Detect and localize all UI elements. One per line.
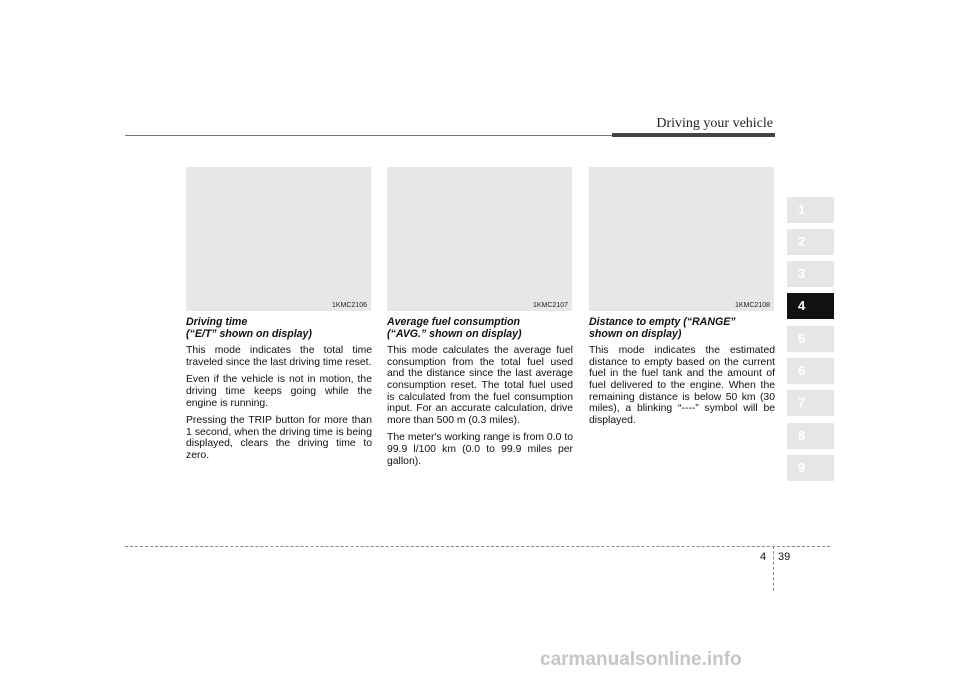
paragraph: This mode calculates the average fuel consumption from the total fuel used and the distance since the last average consumption reset. The total fuel used is calculated from the fuel consumption input. For an accurate calculation, drive more than 500 m (0.3 miles). [387,345,573,426]
chapter-tab-9[interactable]: 9 [787,455,834,481]
section-heading: Distance to empty (“RANGE” shown on display) [589,316,736,340]
paragraph: This mode indicates the total time traveled since the last driving time reset. [186,345,372,368]
section-driving-time [186,317,372,468]
page-number: 39 [778,551,791,563]
section-average-fuel [387,317,573,473]
chapter-tab-8[interactable]: 8 [787,423,834,449]
chapter-tab-7[interactable]: 7 [787,390,834,416]
header-title: Driving your vehicle [656,116,773,131]
chapter-tab-5[interactable]: 5 [787,326,834,352]
chapter-tab-6[interactable]: 6 [787,358,834,384]
section-heading: Average fuel consumption (“AVG.” shown on display) [387,316,522,340]
chapter-tab-1[interactable]: 1 [787,197,834,223]
paragraph: Pressing the TRIP button for more than 1 second, when the driving time is being displayed, clears the driving time to zero. [186,415,372,461]
image-panel-2 [387,167,572,311]
paragraph: Even if the vehicle is not in motion, the driving time keeps going while the engine is running. [186,374,372,409]
header-rule-accent [612,133,775,137]
watermark: carmanualsonline.info [540,649,742,670]
paragraph: The meter's working range is from 0.0 to 99.9 l/100 km (0.0 to 99.9 miles per gallon). [387,432,573,467]
image-code: 1KMC2107 [532,302,568,309]
paragraph: This mode indicates the estimated distance to empty based on the current fuel in the fuel tank and the amount of fuel delivered to the engine. When the remaining distance is below 50 km (30 miles), a blinking “----” symbol will be displayed. [589,345,775,426]
image-code: 1KMC2108 [734,302,770,309]
page-chapter: 4 [760,551,767,563]
chapter-tab-3[interactable]: 3 [787,261,834,287]
footer-page-divider [773,546,774,591]
chapter-tab-2[interactable]: 2 [787,229,834,255]
chapter-tab-4[interactable]: 4 [787,293,834,319]
section-heading: Driving time (“E/T” shown on display) [186,316,312,340]
section-distance-to-empty [589,317,775,432]
image-panel-3 [589,167,774,311]
image-code: 1KMC2106 [331,302,367,309]
image-panel-1 [186,167,371,311]
footer-divider [125,546,830,547]
